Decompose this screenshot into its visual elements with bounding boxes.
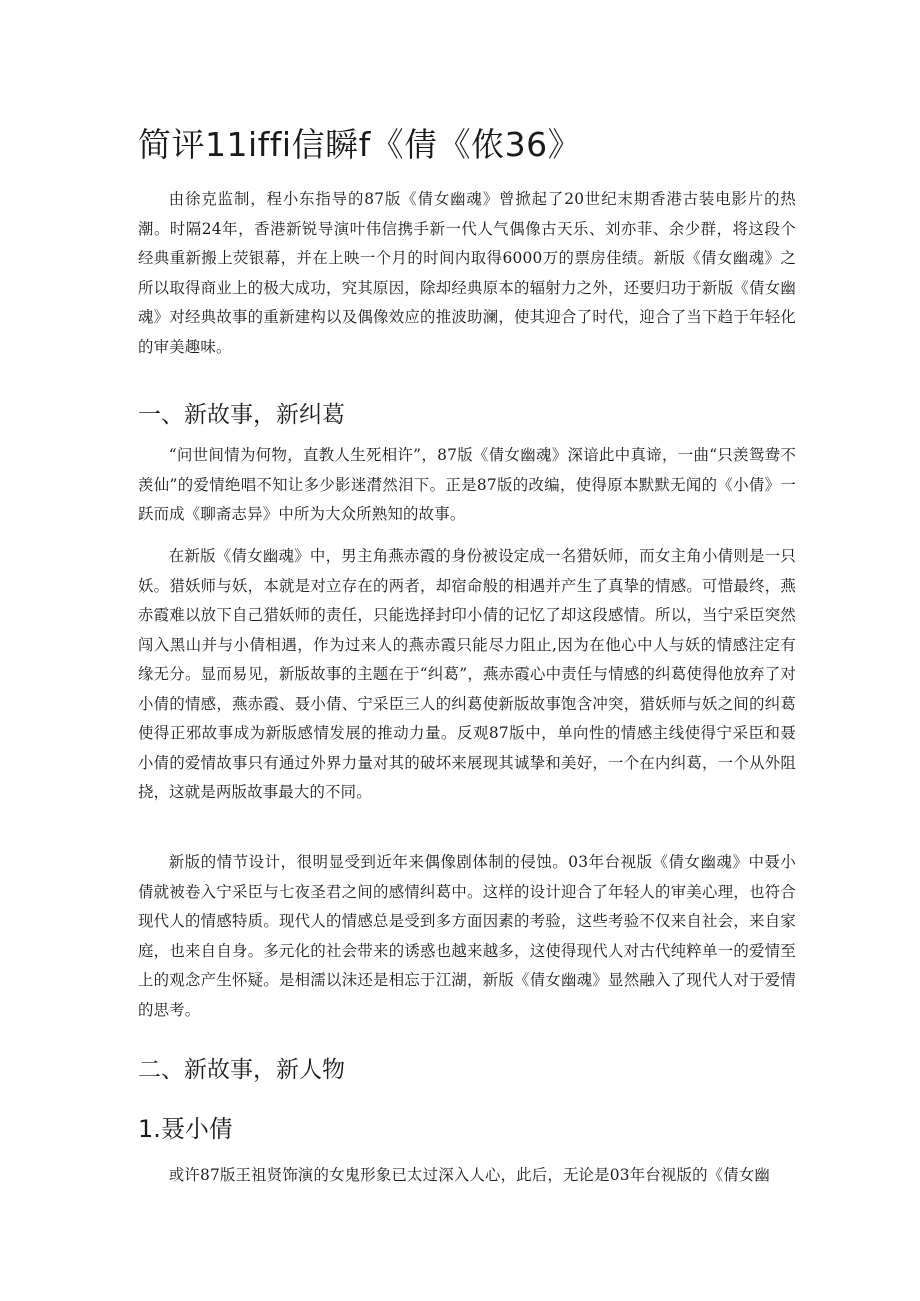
- document-title: 简评11iffi信瞬f《倩《侬36》: [138, 125, 582, 164]
- section-one-paragraph-3: 新版的情节设计，很明显受到近年来偶像剧体制的侵蚀。03年台视版《倩女幽魂》中聂小倩就被卷入宁采臣与七夜圣君之间的感情纠葛中。这样的设计迎合了年轻人的审美心理，也符合现代人的情感特质。现代人的情感总是受到多方面因素的考验，这些考验不仅来自社会，来自家庭，也来自自身。多元化的社会带来的诱惑也越来越多，这使得现代人对古代纯粹单一的爱情至上的观念产生怀疑。是相濡以沫还是相忘于江湖，新版《倩女幽魂》显然融入了现代人对于爱情的思考。: [138, 853, 796, 1019]
- section-one-paragraph-2: 在新版《倩女幽魂》中，男主角燕赤霞的身份被设定成一名猎妖师，而女主角小倩则是一只妖。猎妖师与妖，本就是对立存在的两者，却宿命般的相遇并产生了真挚的情感。可惜最终，燕赤霞难以放下自己猎妖师的责任，只能选择封印小倩的记忆了却这段感情。所以，当宁采臣突然闯入黑山并与小倩相遇，作为过来人的燕赤霞只能尽力阻止,因为在他心中人与妖的情感注定有缘无分。显而易见，新版故事的主题在于“纠葛”，燕赤霞心中责任与情感的纠葛使得他放弃了对小倩的情感，燕赤霞、聂小倩、宁采臣三人的纠葛使新版故事饱含冲突，猎妖师与妖之间的纠葛使得正邪故事成为新版感情发展的推动力量。反观87版中，单向性的情感主线使得宁采臣和聂小倩的爱情故事只有通过外界力量对其的破坏来展现其诚挚和美好，一个在内纠葛，一个从外阻挠，这就是两版故事最大的不同。: [138, 547, 796, 801]
- section-two-heading: 二、新故事，新人物: [138, 1057, 345, 1083]
- section-two-paragraph-1: 或许87版王祖贤饰演的女鬼形象已太过深入人心，此后，无论是03年台视版的《倩女幽: [168, 1166, 771, 1184]
- section-one-paragraph-1: “问世间情为何物，直教人生死相许”，87版《倩女幽魂》深谙此中真谛，一曲“只羡鸳鸯不羡仙”的爱情绝唱不知让多少影迷潸然泪下。正是87版的改编，使得原本默默无闻的《小倩》一跃而成《聊斋志异》中所为大众所熟知的故事。: [138, 446, 796, 523]
- subsection-heading-nie-xiaoqian: 1.聂小倩: [138, 1115, 233, 1143]
- intro-paragraph: 由徐克监制，程小东指导的87版《倩女幽魂》曾掀起了20世纪末期香港古装电影片的热潮。时隔24年，香港新锐导演叶伟信携手新一代人气偶像古天乐、刘亦菲、余少群，将这段个经典重新搬上荧银幕，并在上映一个月的时间内取得6000万的票房佳绩。新版《倩女幽魂》之所以取得商业上的极大成功，究其原因，除却经典原本的辐射力之外，还要归功于新版《倩女幽魂》对经典故事的重新建构以及偶像效应的推波助澜，使其迎合了时代，迎合了当下趋于年轻化的审美趣味。: [138, 190, 796, 356]
- section-one-heading: 一、新故事，新纠葛: [138, 402, 345, 428]
